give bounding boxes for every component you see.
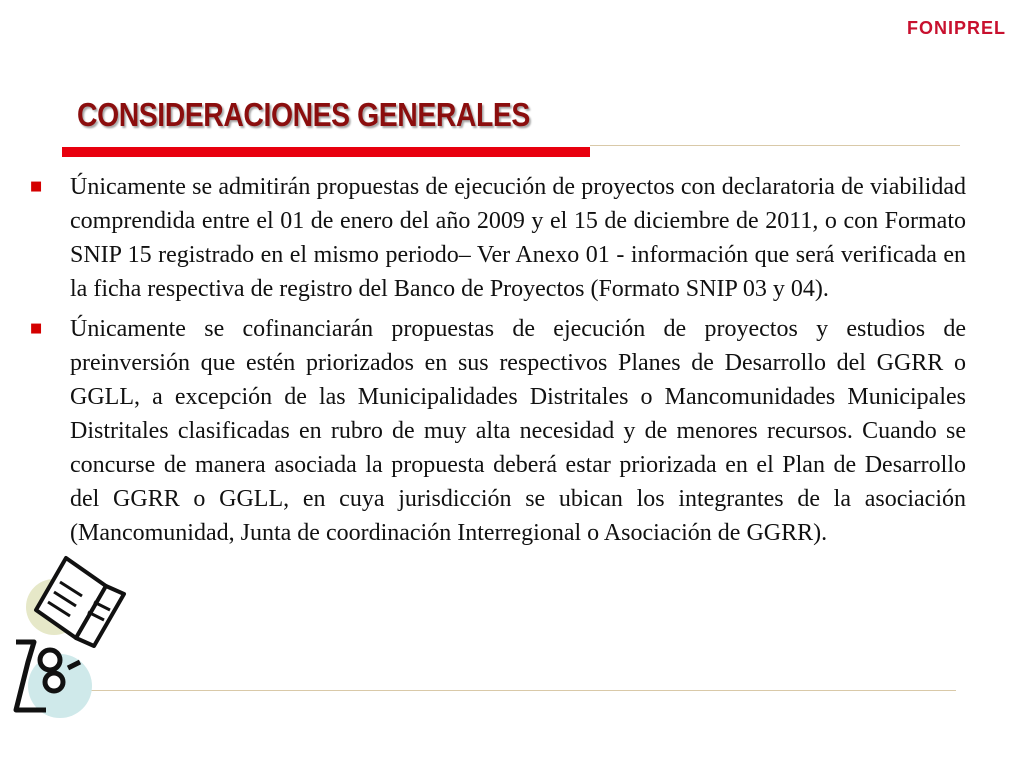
footer-rule <box>62 690 956 691</box>
bullet-list <box>28 170 966 556</box>
title-accent-rule <box>62 147 590 157</box>
list-item <box>28 170 966 306</box>
reading-person-clipart-icon <box>6 550 146 725</box>
list-item-text: Únicamente se admitirán propuestas de ejecución de proyectos con declaratoria de viabilidad comprendida entre el 01 de enero del año 2009 y el 15 de diciembre de 2011, o con Formato SNIP 15 registrado en el mismo periodo– Ver Anexo 01 - información que será verificada en la ficha respectiva de registro del Banco de Proyectos (Formato SNIP 03 y 04). <box>70 174 966 302</box>
list-item <box>28 312 966 550</box>
brand-logo: FONIPREL <box>906 18 1006 38</box>
list-item-text: Únicamente se cofinanciarán propuestas de ejecución de proyectos y estudios de preinversión que estén priorizados en sus respectivos Planes de Desarrollo del GGRR o GGLL, a excepción de las Municipalidades Distritales o Mancomunidades Municipales Distritales clasificadas en rubro de muy alta necesidad y de menores recursos. Cuando se concurse de manera asociada la propuesta deberá estar priorizada en el Plan de Desarrollo del GGRR o GGLL, en cuya jurisdicción se ubican los integrantes de la asociación (Mancomunidad, Junta de coordinación Interregional o Asociación de GGRR). <box>70 316 966 546</box>
page-title: CONSIDERACIONES GENERALES <box>77 96 530 133</box>
square-bullet-icon: ■ <box>30 179 43 194</box>
title-thin-rule <box>590 145 960 146</box>
square-bullet-icon: ■ <box>30 321 43 336</box>
